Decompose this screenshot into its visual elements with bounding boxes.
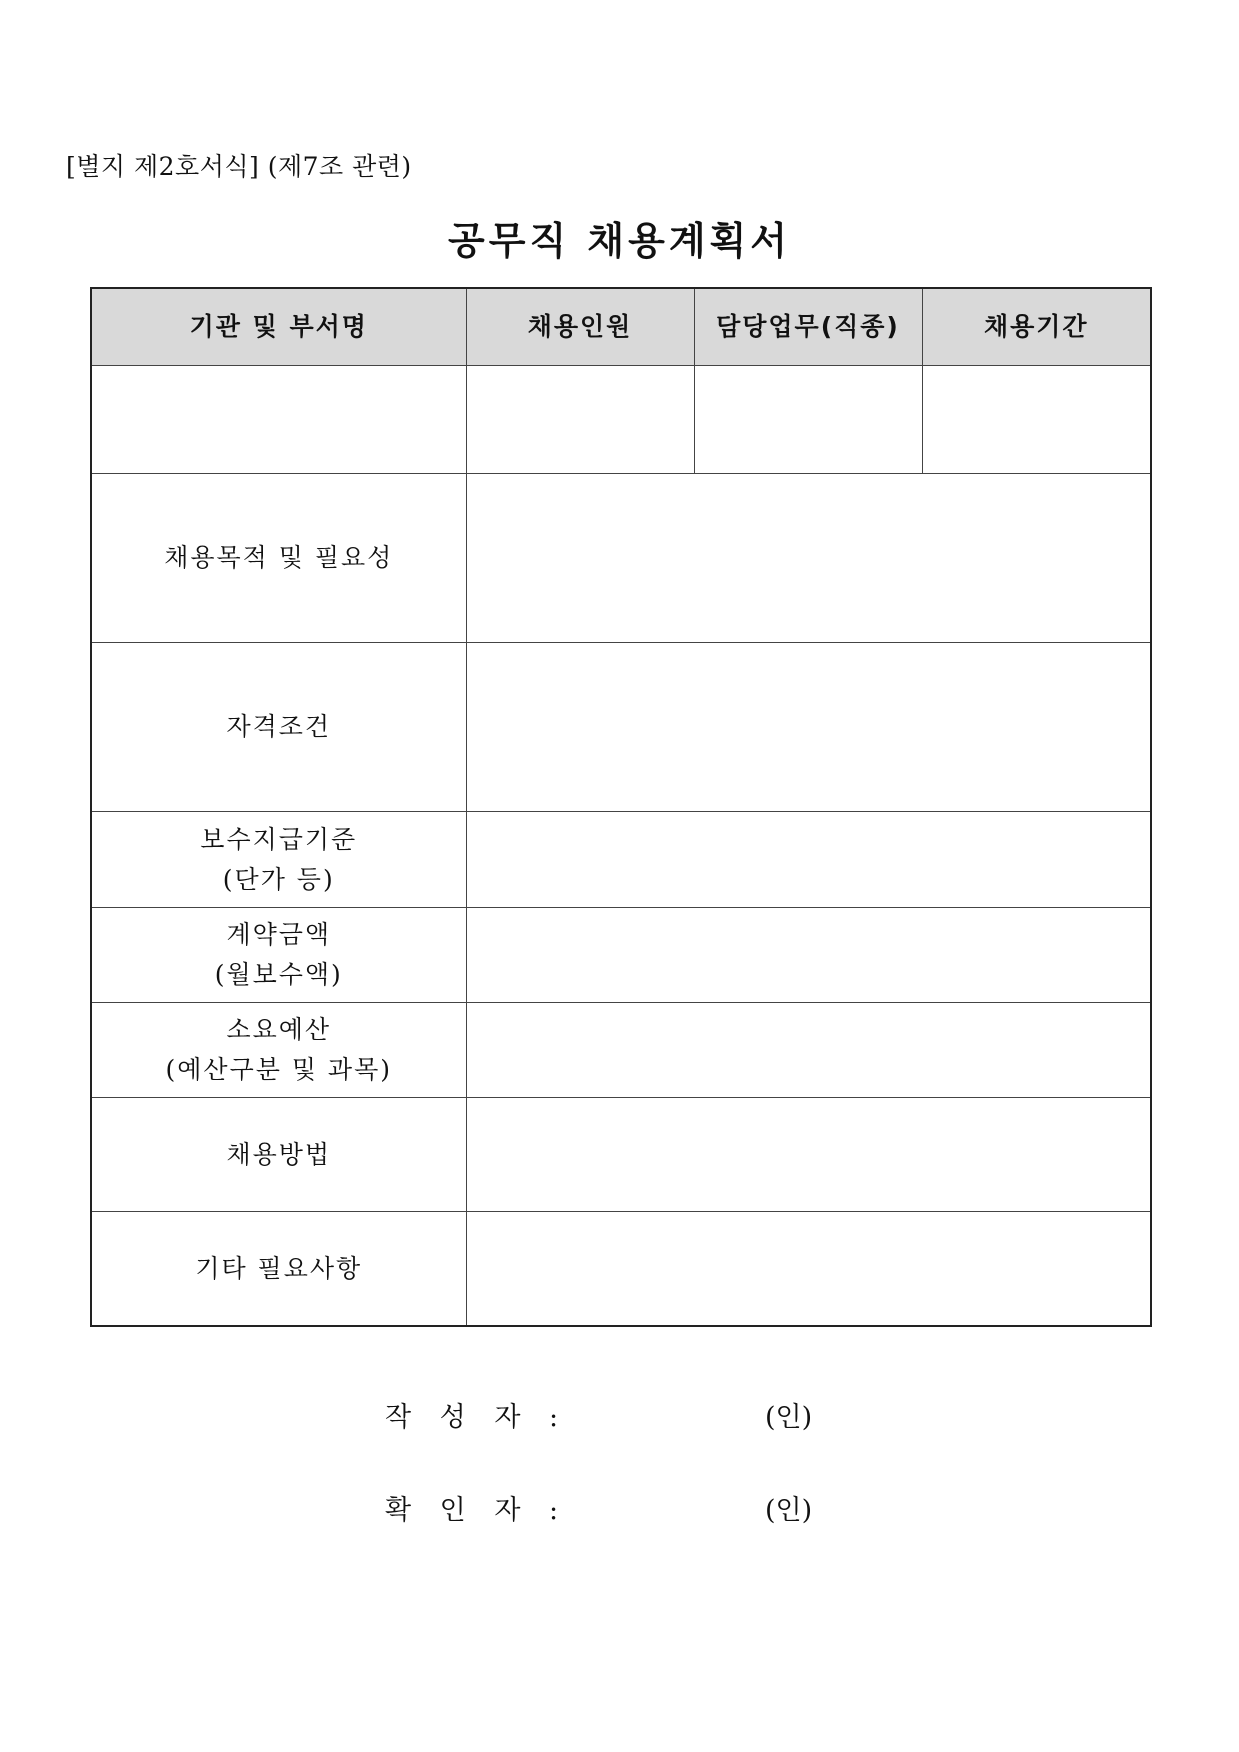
other-input-cell[interactable] bbox=[466, 1212, 1151, 1326]
checker-label: 확 인 자 : bbox=[385, 1495, 569, 1526]
row-label-pay-standard-main: 보수지급기준 bbox=[200, 824, 358, 854]
row-label-budget-sub: (예산구분 및 과목) bbox=[165, 1054, 392, 1084]
column-header-period: 채용기간 bbox=[922, 288, 1151, 365]
table-row-pay-standard bbox=[91, 812, 1151, 907]
column-header-duty: 담당업무(직종) bbox=[694, 288, 922, 365]
table-row-purpose bbox=[91, 473, 1151, 642]
row-label-method: 채용방법 bbox=[91, 1097, 466, 1211]
row-label-purpose: 채용목적 및 필요성 bbox=[91, 473, 466, 642]
row-label-contract-amount-sub: (월보수액) bbox=[214, 959, 343, 989]
row-label-other: 기타 필요사항 bbox=[91, 1212, 466, 1326]
row-label-contract-amount-main: 계약금액 bbox=[226, 919, 332, 949]
form-reference: [별지 제2호서식] (제7조 관련) bbox=[66, 152, 412, 181]
writer-seal[interactable]: (인) bbox=[765, 1402, 813, 1433]
duty-input-cell[interactable] bbox=[694, 365, 922, 473]
department-input-cell[interactable] bbox=[91, 365, 466, 473]
budget-input-cell[interactable] bbox=[466, 1002, 1151, 1097]
headcount-input-cell[interactable] bbox=[466, 365, 694, 473]
pay-standard-input-cell[interactable] bbox=[466, 812, 1151, 907]
column-header-department: 기관 및 부서명 bbox=[91, 288, 466, 365]
checker-seal[interactable]: (인) bbox=[765, 1495, 813, 1526]
row-label-budget-main: 소요예산 bbox=[226, 1014, 332, 1044]
row-label-budget bbox=[91, 1002, 466, 1097]
checker-signature-line bbox=[385, 1488, 812, 1527]
period-input-cell[interactable] bbox=[922, 365, 1151, 473]
writer-signature-line bbox=[385, 1395, 812, 1434]
row-label-pay-standard-sub: (단가 등) bbox=[222, 864, 335, 894]
table-row-contract-amount bbox=[91, 907, 1151, 1002]
row-label-pay-standard bbox=[91, 812, 466, 907]
table-header-row bbox=[91, 288, 1151, 365]
row-label-qualification: 자격조건 bbox=[91, 643, 466, 812]
document-title: 공무직 채용계획서 bbox=[448, 218, 791, 263]
column-header-headcount: 채용인원 bbox=[466, 288, 694, 365]
row-label-contract-amount bbox=[91, 907, 466, 1002]
table-row-qualification bbox=[91, 643, 1151, 812]
method-input-cell[interactable] bbox=[466, 1097, 1151, 1211]
qualification-input-cell[interactable] bbox=[466, 643, 1151, 812]
table-row-budget bbox=[91, 1002, 1151, 1097]
table-row-method bbox=[91, 1097, 1151, 1211]
table-row-other bbox=[91, 1212, 1151, 1326]
hiring-plan-table bbox=[90, 287, 1152, 1327]
table-row-entry bbox=[91, 365, 1151, 473]
contract-amount-input-cell[interactable] bbox=[466, 907, 1151, 1002]
purpose-input-cell[interactable] bbox=[466, 473, 1151, 642]
writer-label: 작 성 자 : bbox=[385, 1402, 569, 1433]
